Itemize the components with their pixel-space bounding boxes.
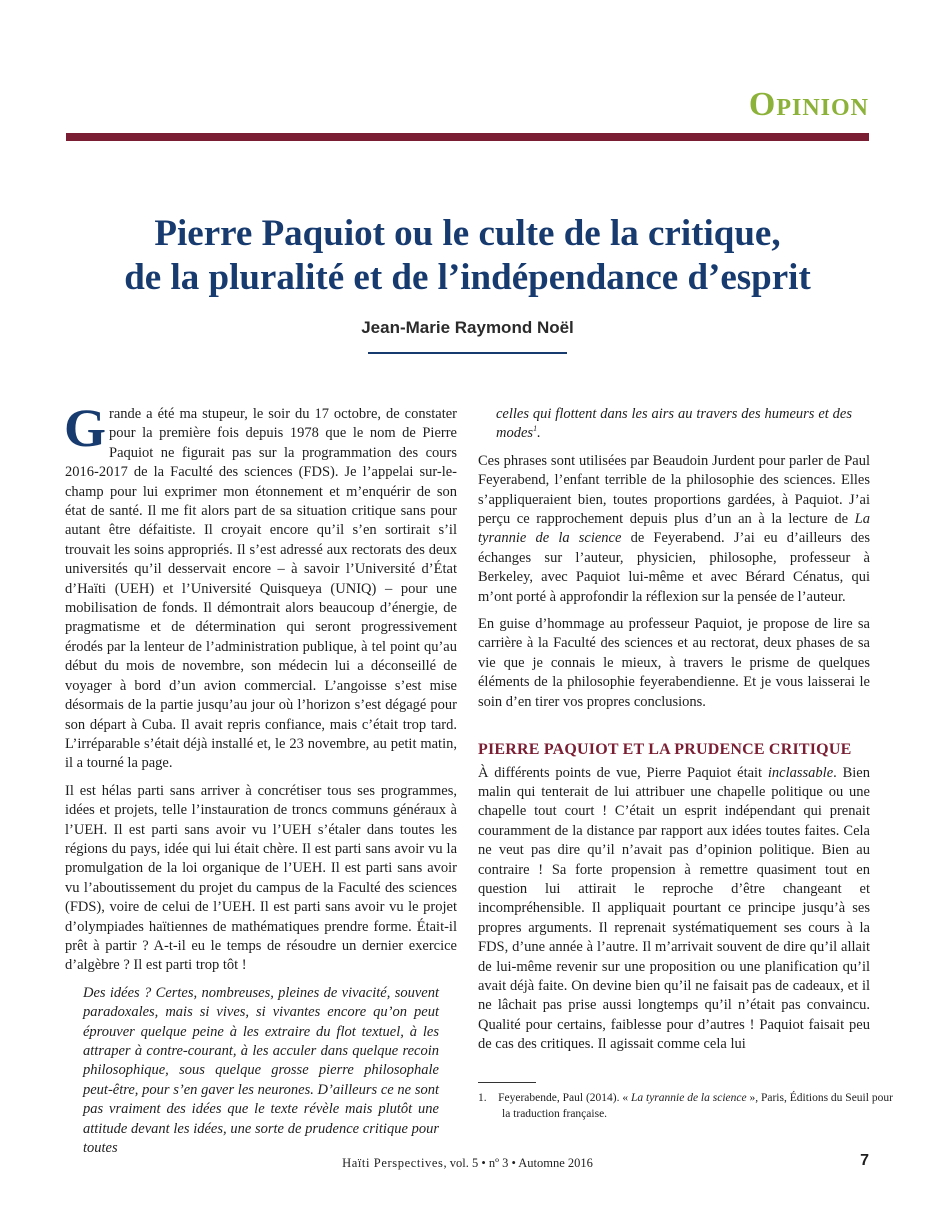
section-label: Opinion: [748, 86, 869, 123]
paragraph-text: Ces phrases sont utilisées par Beaudoin Jurdent pour parler de Paul Feyerabend, l’enfant terrible de la philosophie des sciences. Elles s’appliqueraient bien, toutes proportions gardées, à Paquiot. J’ai perçu ce rapprochement depuis plus d’un an à la lecture de: [478, 452, 870, 528]
block-quote: Des idées ? Certes, nombreuses, pleines de vivacité, souvent paradoxales, mais si vives, si vivantes encore qu’on peut éprouver quelque peine à les extraire du flot textuel, à les attraper à contre-courant, à les acculer dans quelque recoin philosophique, sous quelque grosse pierre philosophale peut-être, pour s’en gaver les neurones. D’ailleurs ce ne sont pas vraiment des idées que le texte révèle mais plutôt une attitude devant les idées, une sorte de prudence critique pour toutes: [83, 984, 439, 1157]
footnote: [478, 1091, 894, 1122]
paragraph: [64, 398, 457, 774]
section-heading: PIERRE PAQUIOT ET LA PRUDENCE CRITIQUE: [478, 741, 852, 759]
journal-name: Haïti Perspectives: [342, 1156, 444, 1170]
paragraph-text: de Feyerabend. J’ai eu d’ailleurs des échanges sur l’auteur, physicien, philosophe, professeur à Berkeley, avec Paquiot lui-même et avec Bérard Cénatus, qui m’ont porté à approfondir la réflexion sur la pensée de l’auteur.: [478, 530, 871, 605]
footnote-book-title: La tyrannie de la science: [630, 1092, 747, 1104]
page-number: 7: [860, 1152, 869, 1169]
paragraph-text: À différents points de vue, Pierre Paquiot était: [478, 764, 768, 781]
author-rule: [368, 352, 567, 354]
header-rule: [66, 133, 869, 141]
paragraph: [478, 764, 870, 1055]
emphasis: inclassable: [767, 764, 834, 781]
title-line-2: de la pluralité et de l’indépendance d’esprit: [124, 257, 811, 298]
right-column: [478, 405, 870, 1063]
paragraph-text: . Bien malin qui tenterait de lui attribuer une chapelle politique ou une chapelle tout court ! C’était un esprit indépendant qui prenait couramment de la distance par rapport aux idées toutes faites. Cela ne veut pas dire qu’il n’avait pas d’opinion politique. Bien au contraire ! Sa forte propension à remettre quasiment tout en question lui attirait le reproche d’être changeant et incompréhensible. Il appliquait pourtant ce principe jusqu’à ses propres arguments. Il reprenait systématiquement ses cours à la FDS, d’une année à l’autre. Il m’arrivait souvent de dire qu’il allait de lui-même revenir sur une proposition ou une planification qu’il avait déjà faite. On devine bien qu’il ne faisait pas de cadeaux, et il ne lâchait pas prise aussi longtemps qu’il n’était pas convaincu. Qualité pour certains, faiblesse pour d’autres ! Paquiot faisait peu de cas des critiques. Il agissait comme cela lui: [478, 764, 870, 1053]
footnote-number: 1.: [478, 1092, 487, 1104]
quote-text: celles qui flottent dans les airs au travers des humeurs et des modes: [496, 406, 852, 442]
paragraph-text: rande a été ma stupeur, le soir du 17 octobre, de constater pour la première fois depuis 1978 que le nom de Pierre Paquiot ne figurait pas sur la programmation des cours 2016-2017 de la Faculté des sciences (FDS). Je l’appelai sur-le-champ pour lui exprimer mon étonnement et m’enquérir de son état de santé. Il me fit alors part de sa situation critique sans pour autant être défaitiste. Il croyait encore qu’il s’en sortirait s’il trouvait les soins appropriés. Il s’est adressé aux rectorats des deux universités qu’il desservait encore – à savoir l’Université d’État d’Haïti (UEH) et l’Université Quisqueya (UNIQ) – pour une mobilisation de fonds. Il démontrait alors beaucoup d’énergie, de pragmatisme et de détermination qui seront progressivement érodés par la lenteur de l’administration publique, à tel point qu’au début du mois de novembre, son médecin lui a déconseillé de voyager à bord d’un avion commercial. L’angoisse s’est mise désormais de la partie jusqu’au jour où l’horizon s’est dégagé pour son départ à Cuba. Il avait repris confiance, mais c’était trop tard. L’irréparable s’était déjà installé et, le 23 novembre, au petit matin, il a tourné la page.: [65, 406, 457, 772]
issue-info: , vol. 5 • nº 3 • Automne 2016: [443, 1156, 593, 1170]
footnote-text: », Paris, Éditions du Seuil pour la traduction française.: [502, 1092, 893, 1120]
paragraph: [478, 452, 870, 607]
left-column: [64, 398, 457, 1166]
block-quote-continued: [478, 405, 870, 444]
quote-period: .: [537, 425, 541, 442]
book-title: La tyrannie de la science: [478, 511, 870, 547]
footnote-text: Feyerabende, Paul (2014). «: [498, 1092, 631, 1104]
page-footer: [0, 1156, 935, 1171]
footnote-ref[interactable]: 1: [533, 424, 538, 434]
title-line-1: Pierre Paquiot ou le culte de la critique,: [154, 213, 781, 254]
paragraph: Il est hélas parti sans arriver à concrétiser tous ses programmes, idées et projets, telle l’instauration de troncs communs généraux à l’UEH. Il est parti sans avoir vu l’UEH s’étaler dans toutes les régions du pays, idée qui lui était chère. Il est parti sans avoir vu la promulgation de la loi organique de l’UEH. Il est parti sans avoir vu l’aboutissement du projet du campus de la Faculté des sciences (FDS), voire de celui de l’UEH. Il est parti sans avoir vu le projet d’olympiades haïtiennes de mathématiques prendre forme. Était-il prêt à partir ? A-t-il eu le temps de résoudre un dernier exercice d’algèbre ? Il est parti trop tôt !: [65, 782, 457, 974]
author-name: Jean-Marie Raymond Noël: [361, 318, 574, 337]
footnote-rule: [478, 1082, 536, 1083]
paragraph: En guise d’hommage au professeur Paquiot, je propose de lire sa carrière à la Faculté des sciences et au rectorat, deux phases de sa vie que je connais le mieux, à travers le prisme de quelques éléments de la philosophie feyerabendienne. Et je vous laisserai le soin d’en tirer vos propres conclusions.: [478, 616, 870, 710]
drop-cap: G: [64, 398, 107, 458]
article-title: [66, 212, 869, 300]
